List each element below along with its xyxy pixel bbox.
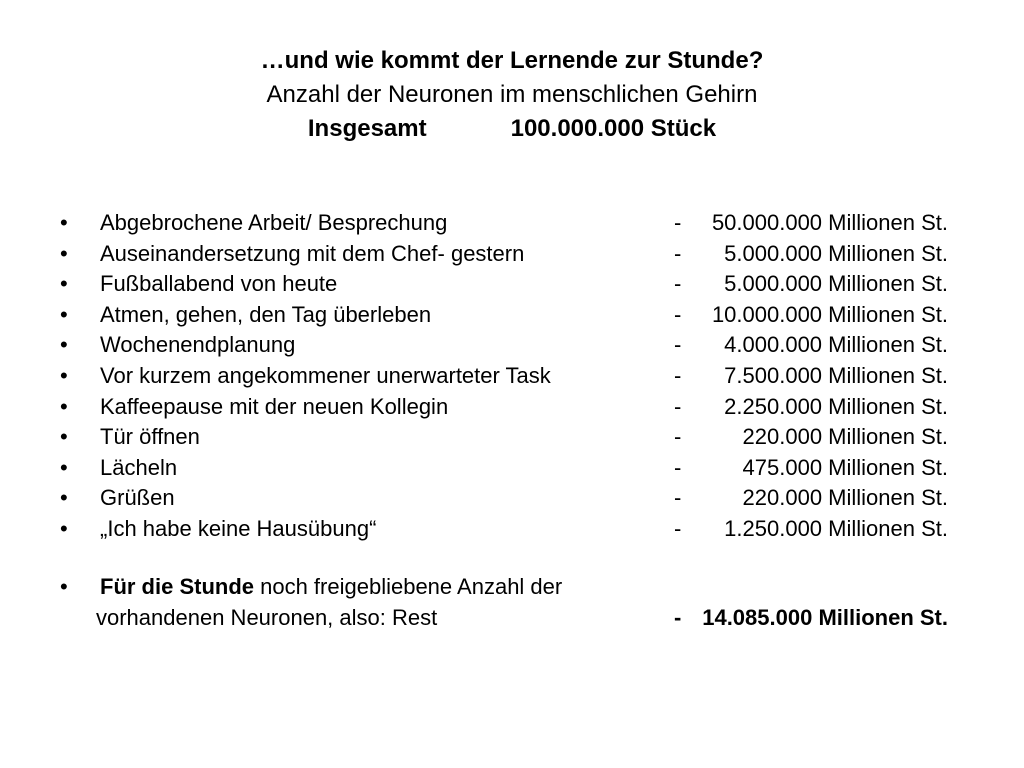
item-label: Abgebrochene Arbeit/ Besprechung [100,210,448,235]
summary-amount: 14.085.000 Millionen St. [702,605,948,630]
list-item [0,514,1024,545]
total-value: 100.000.000 Stück [510,115,717,142]
bullet-icon: • [60,271,68,297]
item-dash: - [674,210,682,235]
item-amount: 5.000.000 Millionen St. [724,271,948,297]
list-item [0,330,1024,361]
item-label: Tür öffnen [100,424,200,450]
bullet-icon: • [60,515,68,541]
summary-block [0,571,1024,633]
slide-title [0,44,1024,146]
bullet-icon: • [60,301,68,327]
item-amount: 4.000.000 Millionen St. [724,332,948,358]
bullet-icon: • [60,424,68,450]
item-amount: 220.000 Millionen St. [742,485,948,511]
summary-text [100,571,562,602]
item-amount: 50.000.000 Millionen St. [711,210,948,235]
total-label: Insgesamt [307,115,427,142]
bullet-icon: • [60,240,68,266]
item-dash: - [674,515,682,541]
summary-bold-text: Für die Stunde [100,574,254,599]
item-dash: - [674,485,682,511]
item-label: Lächeln [100,454,178,480]
item-amount: 5.000.000 Millionen St. [724,240,948,266]
item-dash: - [674,362,682,388]
item-label: Wochenendplanung [100,332,296,358]
item-amount: 220.000 Millionen St. [742,424,948,450]
title-total [0,112,1024,146]
item-dash: - [674,424,682,450]
item-label: „Ich habe keine Hausübung“ [100,515,377,541]
list-item [0,361,1024,392]
summary-line-2 [0,602,1024,633]
item-dash: - [674,454,682,480]
list-item [0,300,1024,331]
list-item [0,392,1024,423]
item-amount: 475.000 Millionen St. [742,454,948,480]
bullet-icon: • [60,332,68,358]
item-dash: - [674,332,682,358]
bullet-icon: • [60,485,68,511]
summary-rest-text: noch freigebliebene Anzahl der [254,574,563,599]
bullet-icon: • [60,454,68,480]
bullet-icon: • [60,393,68,419]
summary-line-1 [0,571,1024,602]
title-question: …und wie kommt der Lernende zur Stunde? [260,47,764,74]
item-dash: - [674,393,682,419]
item-amount: 7.500.000 Millionen St. [724,362,948,388]
summary-dash: - [674,605,682,630]
item-label: Grüßen [100,485,175,511]
list-item [0,269,1024,300]
title-subtitle: Anzahl der Neuronen im menschlichen Gehirn [266,81,758,108]
item-amount: 1.250.000 Millionen St. [724,515,948,541]
item-label: Auseinandersetzung mit dem Chef- gestern [100,240,525,266]
neuron-list [0,208,1024,545]
item-label: Kaffeepause mit der neuen Kollegin [100,393,449,419]
bullet-icon: • [60,362,68,388]
list-item [0,483,1024,514]
summary-line2-text: vorhandenen Neuronen, also: Rest [96,605,438,630]
item-label: Vor kurzem angekommener unerwarteter Task [100,362,551,388]
bullet-icon: • [60,574,68,599]
list-item [0,208,1024,239]
item-amount: 2.250.000 Millionen St. [724,393,948,419]
bullet-icon: • [60,210,68,235]
list-item [0,453,1024,484]
list-item [0,422,1024,453]
item-amount: 10.000.000 Millionen St. [711,301,948,327]
item-dash: - [674,240,682,266]
item-label: Atmen, gehen, den Tag überleben [100,301,432,327]
item-dash: - [674,271,682,297]
item-dash: - [674,301,682,327]
item-label: Fußballabend von heute [100,271,338,297]
list-item [0,239,1024,270]
